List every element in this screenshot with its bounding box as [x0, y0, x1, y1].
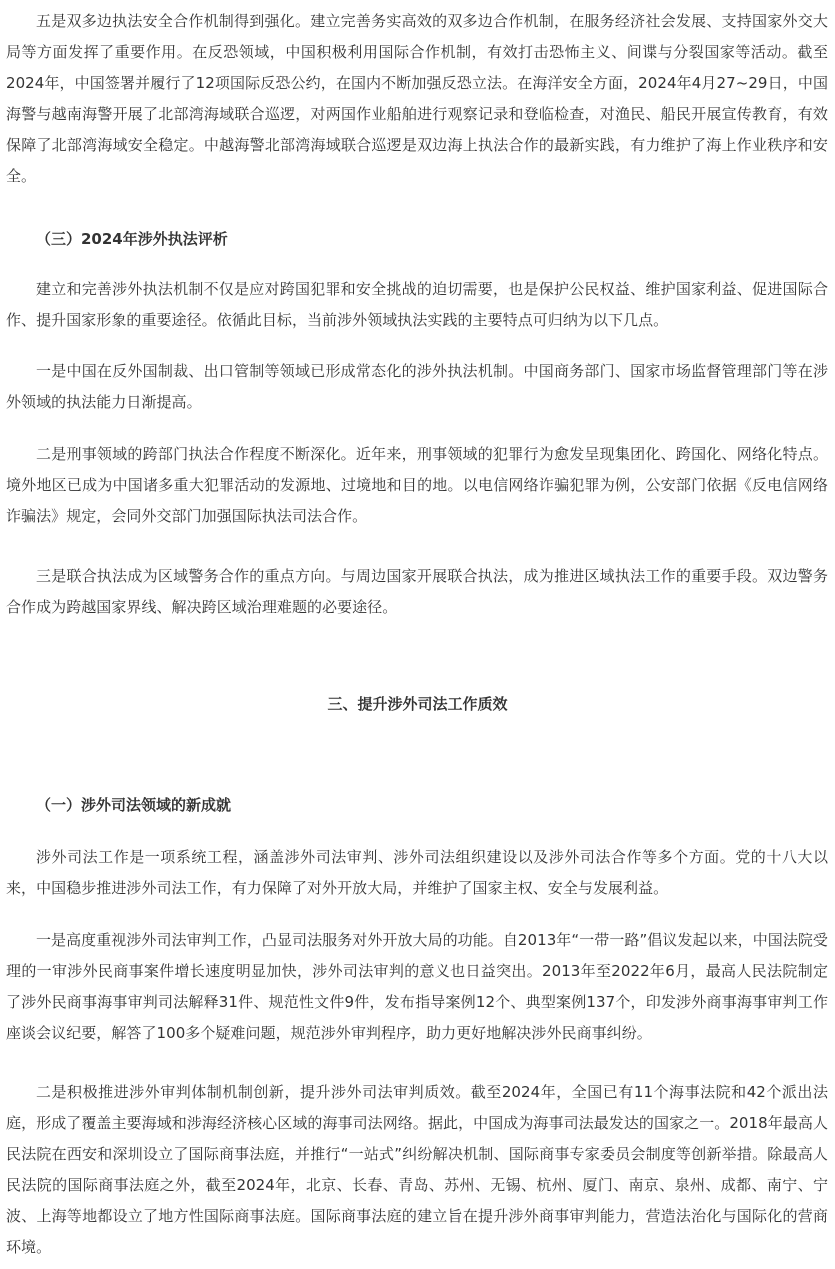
paragraph-judicial-trials: 一是高度重视涉外司法审判工作，凸显司法服务对外开放大局的功能。自2013年“一带一路”倡议发起以来，中国法院受理的一审涉外民商事案件增长速度明显加快，涉外司法审判的意义也日益突出。2013年至2022年6月，最高人民法院制定了涉外民商事海事审判司法解释31件、规范性文件9件，发布指导案例12个、典型案例137个，印发涉外商事海事审判工作座谈会议纪要，解答了100多个疑难问题，规范涉外审判程序，助力更好地解决涉外民商事纠纷。: [6, 931, 828, 1042]
paragraph-point-three: 三是联合执法成为区域警务合作的重点方向。与周边国家开展联合执法，成为推进区域执法工作的重要手段。双边警务合作成为跨越国家界线、解决跨区域治理难题的必要途径。: [6, 567, 828, 616]
paragraph-point-one: 一是中国在反外国制裁、出口管制等领域已形成常态化的涉外执法机制。中国商务部门、国家市场监督管理部门等在涉外领域的执法能力日渐提高。: [6, 362, 828, 411]
paragraph-enforcement-mechanism: 建立和完善涉外执法机制不仅是应对跨国犯罪和安全挑战的迫切需要，也是保护公民权益、维护国家利益、促进国际合作、提升国家形象的重要途径。依循此目标，当前涉外领域执法实践的主要特点可归纳为以下几点。: [6, 280, 828, 329]
paragraph-judicial-system: 涉外司法工作是一项系统工程，涵盖涉外司法审判、涉外司法组织建设以及涉外司法合作等多个方面。党的十八大以来，中国稳步推进涉外司法工作，有力保障了对外开放大局，并维护了国家主权、安全与发展利益。: [6, 848, 828, 897]
section-title-judicial-quality: 三、提升涉外司法工作质效: [327, 695, 508, 713]
paragraph-point-two: 二是刑事领域的跨部门执法合作程度不断深化。近年来，刑事领域的犯罪行为愈发呈现集团化、跨国化、网络化特点。境外地区已成为中国诸多重大犯罪活动的发源地、过境地和目的地。以电信网络诈骗犯罪为例，公安部门依据《反电信网络诈骗法》规定，会同外交部门加强国际执法司法合作。: [6, 445, 828, 525]
paragraph-bilateral-cooperation: 五是双多边执法安全合作机制得到强化。建立完善务实高效的双多边合作机制，在服务经济社会发展、支持国家外交大局等方面发挥了重要作用。在反恐领域，中国积极利用国际合作机制，有效打击恐怖主义、间谍与分裂国家等活动。截至2024年，中国签署并履行了12项国际反恐公约，在国内不断加强反恐立法。在海洋安全方面，2024年4月27~29日，中国海警与越南海警开展了北部湾海域联合巡逻，对两国作业船舶进行观察记录和登临检查，对渔民、船民开展宣传教育，有效保障了北部湾海域安全稳定。中越海警北部湾海域联合巡逻是双边海上执法合作的最新实践，有力维护了海上作业秩序和安全。: [6, 12, 828, 185]
subheading-judicial-achievements: （一）涉外司法领域的新成就: [36, 796, 232, 814]
subheading-2024-enforcement-review: （三）2024年涉外执法评析: [36, 230, 228, 248]
paragraph-judicial-innovation: 二是积极推进涉外审判体制机制创新，提升涉外司法审判质效。截至2024年，全国已有11个海事法院和42个派出法庭，形成了覆盖主要海域和涉海经济核心区域的海事司法网络。据此，中国成为海事司法最发达的国家之一。2018年最高人民法院在西安和深圳设立了国际商事法庭，并推行“一站式”纠纷解决机制、国际商事专家委员会制度等创新举措。除最高人民法院的国际商事法庭之外，截至2024年，北京、长春、青岛、苏州、无锡、杭州、厦门、南京、泉州、成都、南宁、宁波、上海等地都设立了地方性国际商事法庭。国际商事法庭的建立旨在提升涉外商事审判能力，营造法治化与国际化的营商环境。: [6, 1083, 828, 1256]
